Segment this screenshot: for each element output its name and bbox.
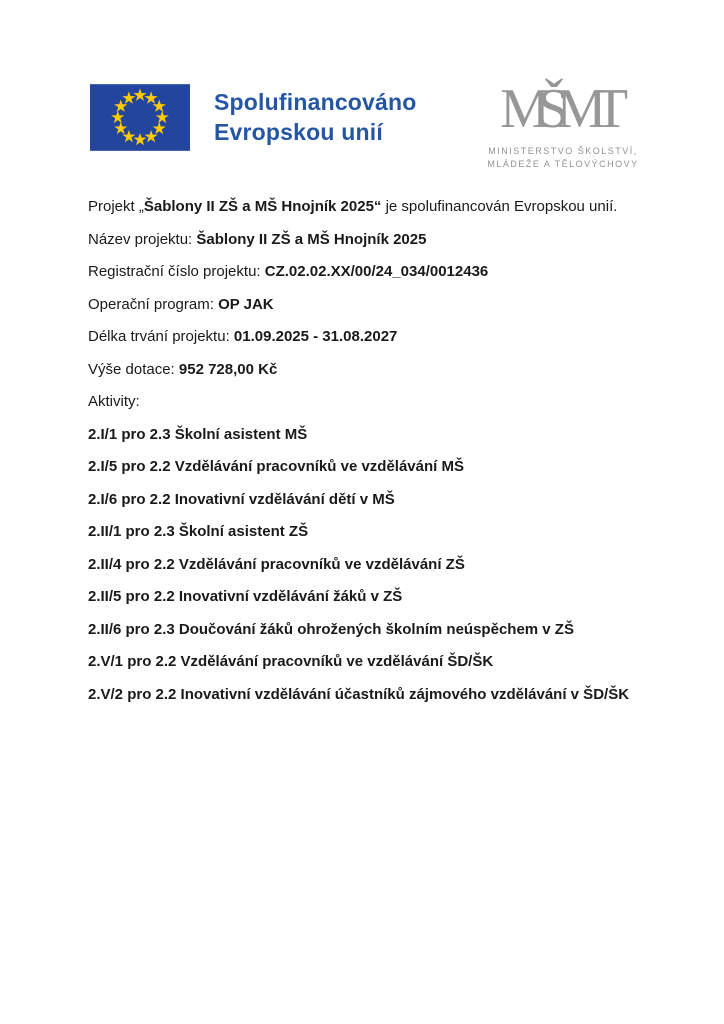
eu-text-line1: Spolufinancováno: [214, 89, 417, 115]
document-text-bold: 2.II/1 pro 2.3 Školní asistent ZŠ: [88, 523, 309, 540]
document-line: [88, 620, 700, 640]
document-line: [88, 522, 700, 542]
document-text-bold: 2.I/5 pro 2.2 Vzdělávání pracovníků ve vzdělávání MŠ: [88, 458, 464, 475]
eu-flag-icon: [90, 84, 190, 151]
eu-text-line2: Evropskou unií: [214, 119, 383, 145]
document-text-bold: 952 728,00 Kč: [178, 360, 278, 378]
document-text: Název projektu:: [88, 230, 197, 248]
document-text-bold: 2.II/6 pro 2.3 Doučování žáků ohrožených školním neúspěchem v ZŠ: [88, 620, 574, 638]
msmt-caption: [468, 145, 658, 171]
document-line: [88, 197, 700, 217]
document-text: Projekt „: [88, 198, 144, 215]
document-text-bold: Šablony II ZŠ a MŠ Hnojník 2025“: [143, 198, 382, 215]
document-line: [88, 262, 700, 282]
eu-cofinancing-text: [214, 84, 417, 147]
eu-cofinancing-logo: [90, 84, 417, 151]
document-line: [88, 652, 700, 672]
document-line: [88, 327, 700, 347]
document-text-bold: 2.I/6 pro 2.2 Inovativní vzdělávání dětí v MŠ: [88, 490, 395, 508]
document-text: Registrační číslo projektu:: [88, 263, 265, 280]
document-lines: [88, 197, 700, 717]
document-text-bold: 2.V/2 pro 2.2 Inovativní vzdělávání účastníků zájmového vzdělávání v ŠD/ŠK: [88, 685, 630, 703]
document-text-bold: 01.09.2025 - 31.08.2027: [233, 328, 398, 345]
document-line: [88, 425, 700, 445]
document-line: [88, 685, 700, 705]
document-text: Operační program:: [88, 295, 219, 313]
document-text-bold: 2.II/4 pro 2.2 Vzdělávání pracovníků ve vzdělávání ZŠ: [88, 555, 465, 573]
document-line: [88, 555, 700, 575]
document-line: [88, 457, 700, 477]
document-line: [88, 490, 700, 510]
document-text: Výše dotace:: [88, 360, 179, 378]
msmt-monogram: MŠMT: [500, 78, 616, 140]
document-text-bold: OP JAK: [218, 295, 274, 313]
document-text-bold: 2.V/1 pro 2.2 Vzdělávání pracovníků ve vzdělávání ŠD/ŠK: [88, 653, 494, 670]
document-line: [88, 295, 700, 315]
document-text: Délka trvání projektu:: [88, 328, 234, 345]
document-text-bold: Šablony II ZŠ a MŠ Hnojník 2025: [196, 230, 427, 248]
document-line: [88, 587, 700, 607]
document-line: [88, 230, 700, 250]
document-line: [88, 360, 700, 380]
msmt-logo: [468, 78, 658, 171]
document-text: Aktivity:: [88, 393, 140, 410]
document-text-bold: CZ.02.02.XX/00/24_034/0012436: [264, 263, 489, 280]
document-text-bold: 2.I/1 pro 2.3 Školní asistent MŠ: [88, 425, 308, 443]
msmt-caption-line2: MLÁDEŽE A TĚLOVÝCHOVY: [487, 159, 639, 169]
document-text: je spolufinancován Evropskou unií.: [381, 198, 618, 215]
msmt-caption-line1: MINISTERSTVO ŠKOLSTVÍ,: [488, 146, 638, 156]
document-text-bold: 2.II/5 pro 2.2 Inovativní vzdělávání žáků v ZŠ: [88, 588, 403, 605]
document-line: [88, 392, 700, 412]
